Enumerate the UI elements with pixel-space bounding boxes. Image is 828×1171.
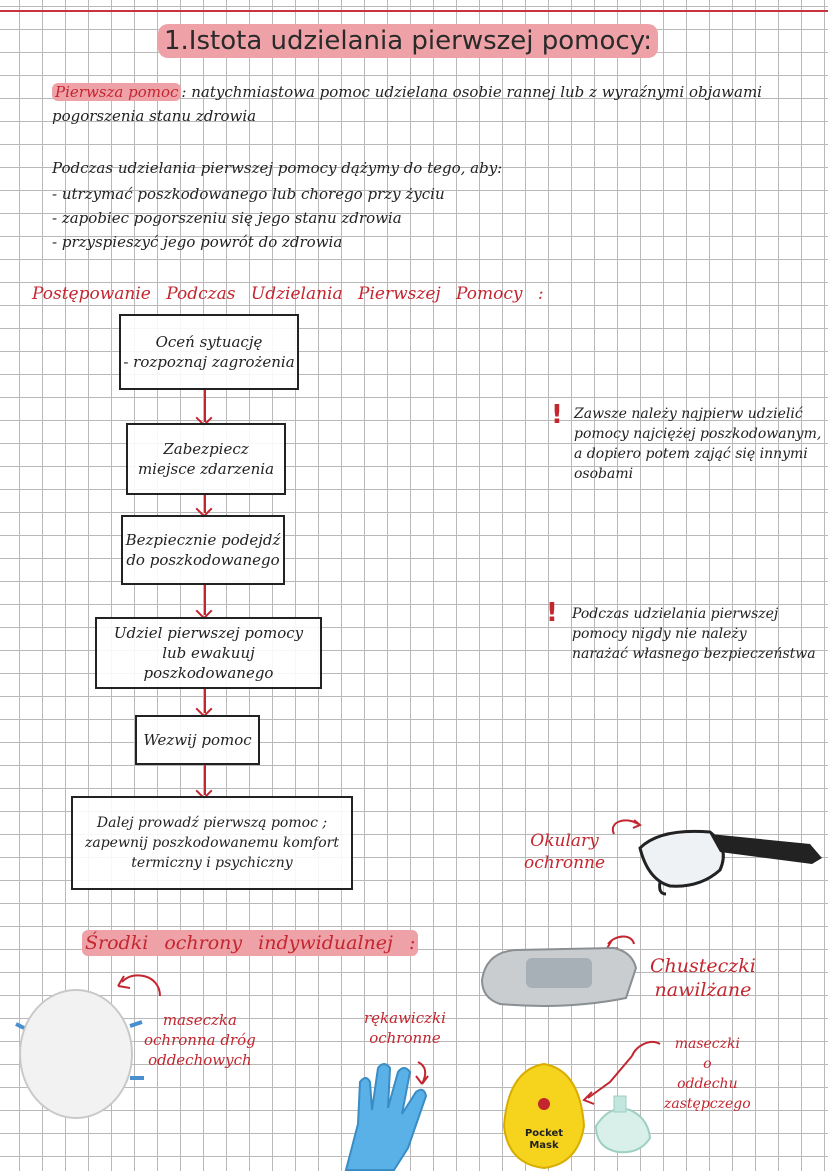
- page-title: 1.Istota udzielania pierwszej pomocy:: [158, 24, 658, 58]
- label-respirator: maseczka ochronna dróg oddechowych: [144, 1011, 256, 1069]
- procedure-heading: Postępowanie Podczas Udzielania Pierwszej Pomocy :: [32, 284, 544, 304]
- flow-arrow-2: [204, 495, 206, 513]
- note-priority: Zawsze należy najpierw udzielić pomocy najciężej poszkodowanym, a dopiero potem zająć się innymi osobami: [574, 406, 822, 482]
- flow-arrow-4: [204, 689, 206, 713]
- flow-step-approach: Bezpiecznie podejdź do poszkodowanego: [121, 515, 285, 585]
- flow-arrow-5: [204, 765, 206, 795]
- label-wet-wipes: Chusteczki nawilżane: [650, 955, 756, 1001]
- warning-exclamation-icon: !: [551, 400, 563, 430]
- flow-arrow-3: [204, 585, 206, 615]
- definition-term: Pierwsza pomoc: [52, 83, 181, 101]
- goal-item-3: - przyspieszyć jego powrót do zdrowia: [52, 233, 343, 251]
- svg-text:Pocket: Pocket: [524, 1128, 564, 1139]
- label-goggles: Okulary ochronne: [524, 831, 606, 873]
- flow-arrow-1: [204, 390, 206, 422]
- respirator-mask-icon: [14, 966, 164, 1126]
- flow-step-assess: Oceń sytuację - rozpoznaj zagrożenia: [119, 314, 299, 390]
- protective-glove-icon: [338, 1052, 448, 1171]
- label-rescue-mask: maseczki o oddechu zastępczego: [664, 1036, 751, 1112]
- flow-step-secure: Zabezpiecz miejsce zdarzenia: [126, 423, 286, 495]
- definition-line-2: pogorszenia stanu zdrowia: [52, 107, 257, 125]
- definition-line: [52, 82, 792, 102]
- note-self-safety: Podczas udzielania pierwszej pomocy nigdy nie należy narażać własnego bezpieczeństwa: [572, 606, 816, 662]
- top-margin-line: [0, 10, 828, 12]
- goal-item-1: - utrzymać poszkodowanego lub chorego przy życiu: [52, 185, 445, 203]
- label-gloves: rękawiczki ochronne: [364, 1009, 446, 1047]
- goal-item-2: - zapobiec pogorszeniu się jego stanu zdrowia: [52, 209, 402, 227]
- goals-intro: Podczas udzielania pierwszej pomocy dążymy do tego, aby:: [52, 159, 503, 177]
- ppe-heading: Środki ochrony indywidualnej :: [82, 930, 418, 956]
- safety-goggles-icon: [600, 808, 828, 898]
- flow-step-continue: Dalej prowadź pierwszą pomoc ; zapewnij poszkodowanemu komfort termiczny i psychiczny: [71, 796, 353, 890]
- flow-step-give-aid: Udziel pierwszej pomocy lub ewakuuj poszkodowanego: [95, 617, 322, 689]
- definition-text: : natychmiastowa pomoc udzielana osobie rannej lub z wyraźnymi objawami: [181, 83, 762, 101]
- warning-exclamation-icon: !: [546, 598, 558, 628]
- wet-wipes-pack-icon: [476, 928, 651, 1010]
- pocket-mask-icon: [500, 1034, 670, 1171]
- svg-text:Mask: Mask: [529, 1140, 559, 1151]
- flow-step-call-help: Wezwij pomoc: [135, 715, 260, 765]
